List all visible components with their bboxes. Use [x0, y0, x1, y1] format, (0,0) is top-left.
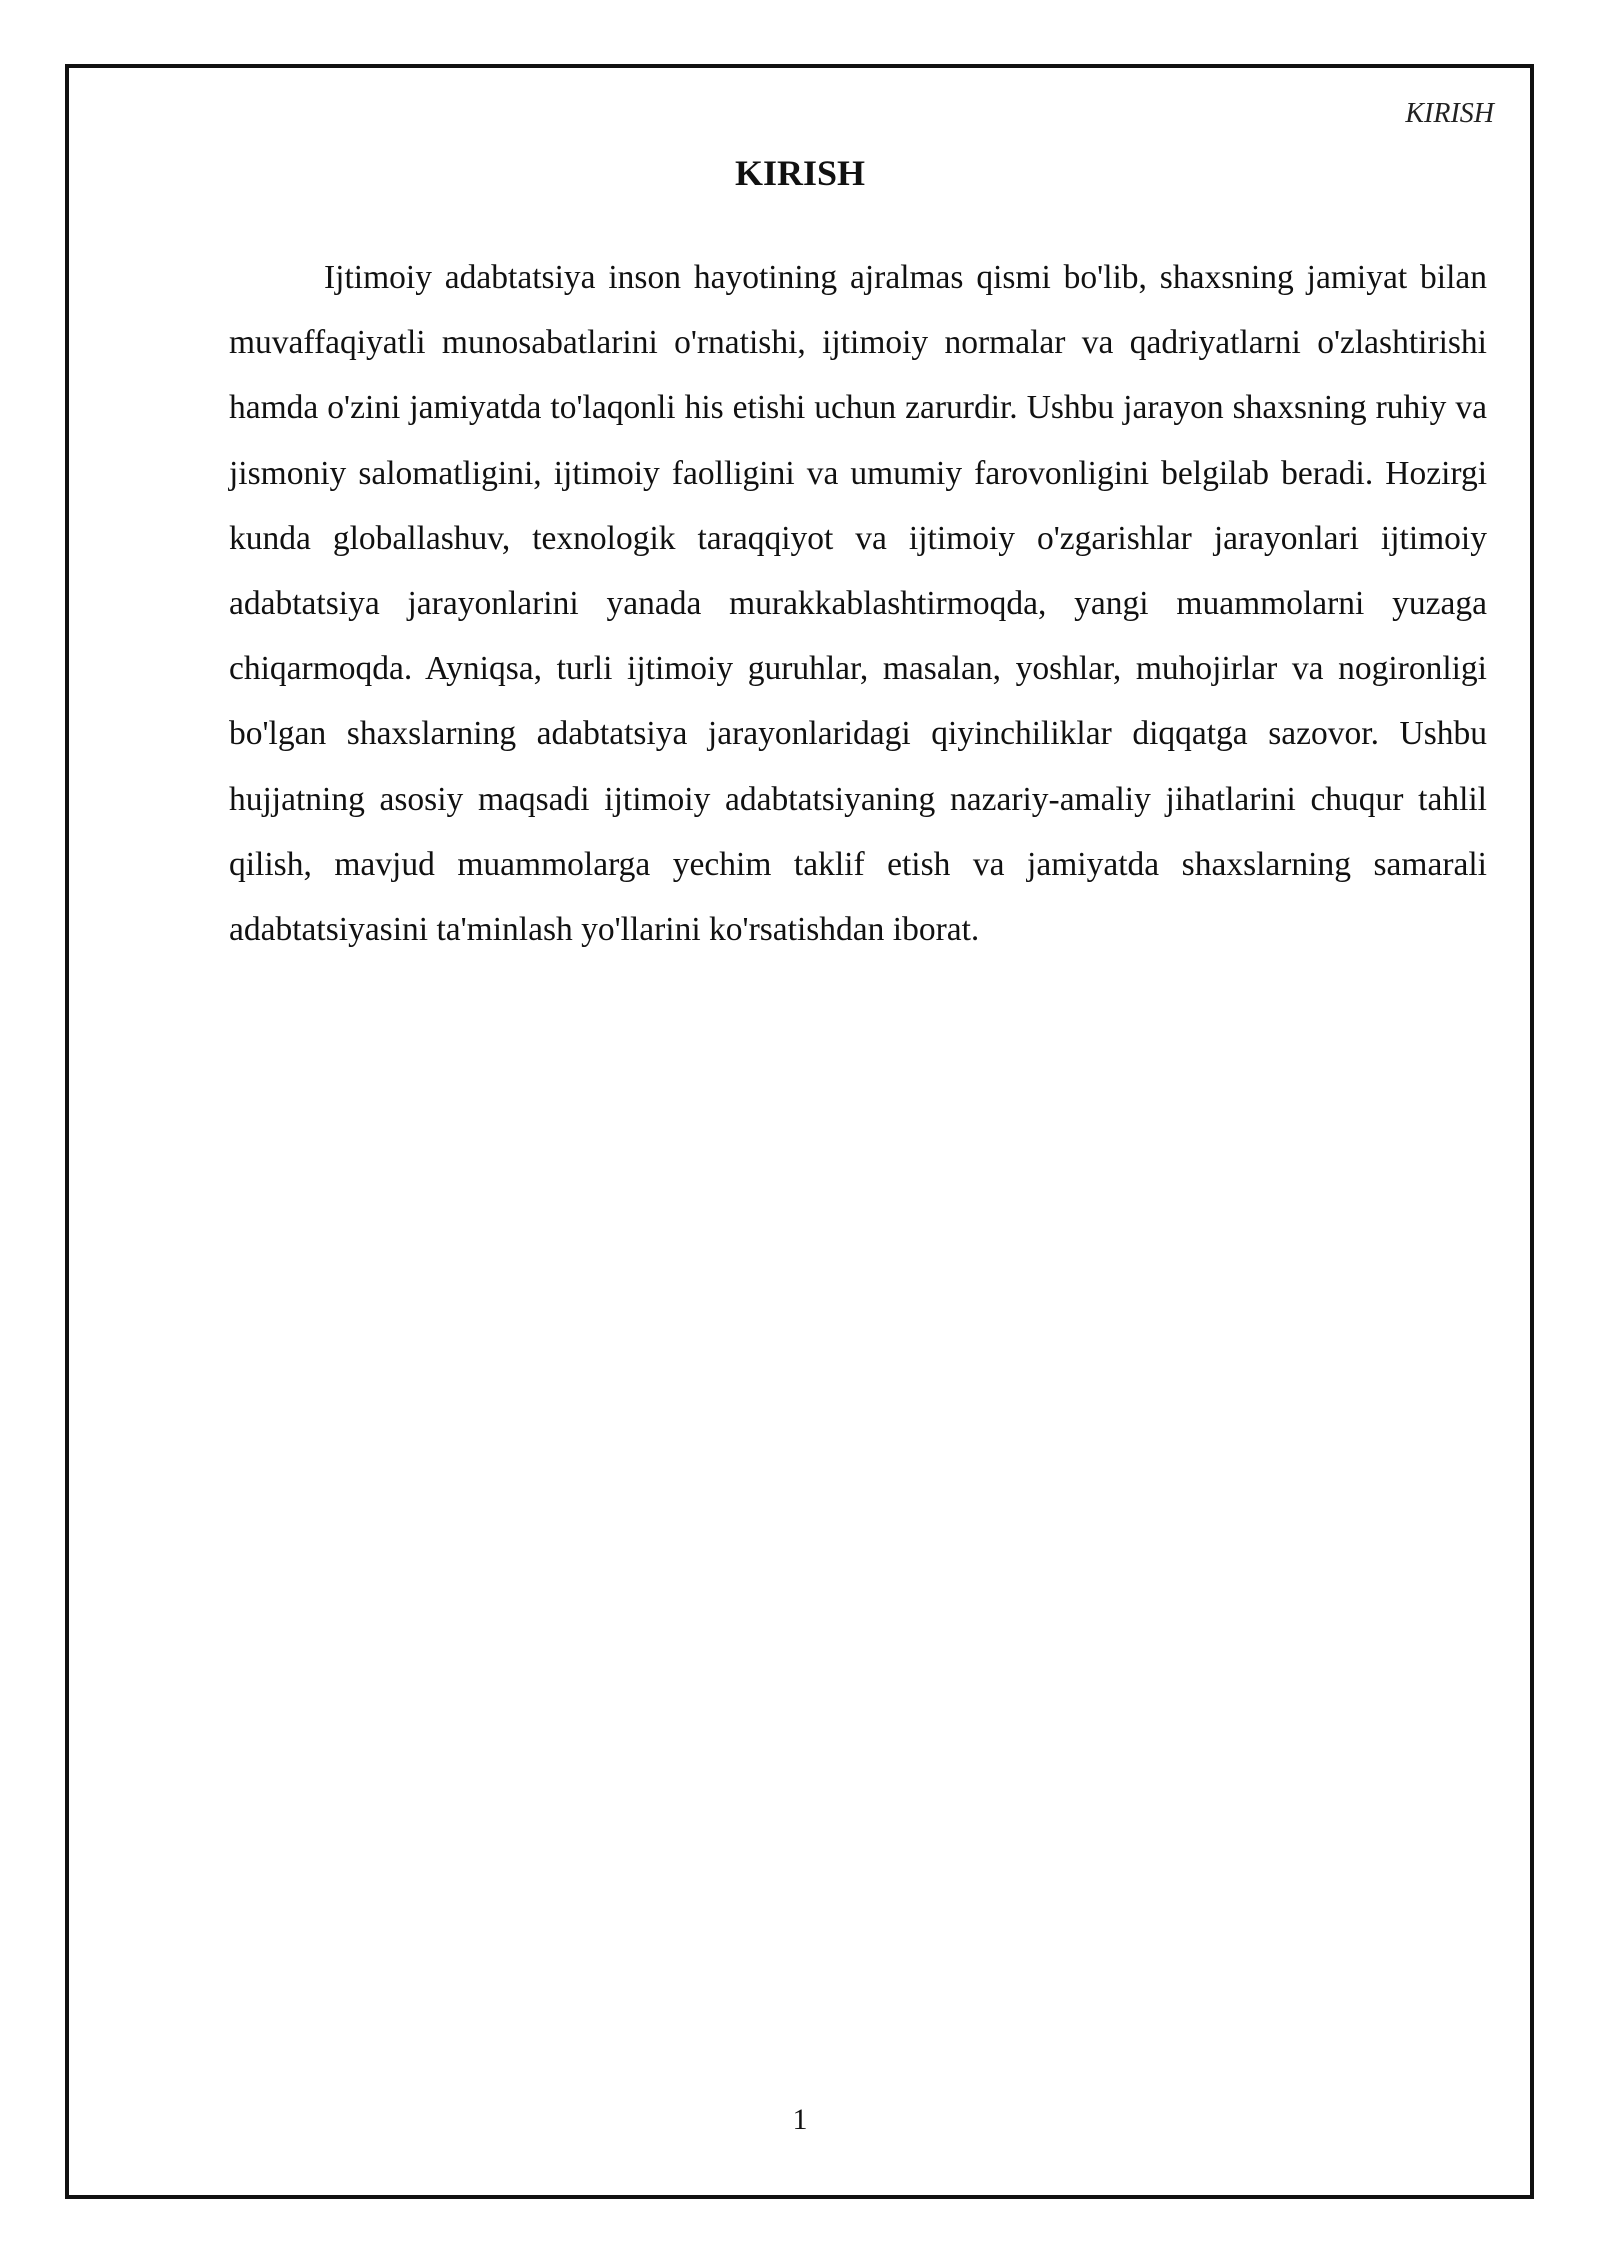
running-header: KIRISH	[1405, 98, 1494, 129]
body-paragraph: Ijtimoiy adabtatsiya inson hayotining ajralmas qismi bo'lib, shaxsning jamiyat bilan muvaffaqiyatli munosabatlarini o'rnatishi, ijtimoiy normalar va qadriyatlarni o'zlashtirishi hamda o'zini jamiyatda to'laqonli his etishi uchun zarurdir. Ushbu jarayon shaxsning ruhiy va jismoniy salomatligini, ijtimoiy faolligini va umumiy farovonligini belgilab beradi. Hozirgi kunda globallashuv, texnologik taraqqiyot va ijtimoiy o'zgarishlar jarayonlari ijtimoiy adabtatsiya jarayonlarini yanada murakkablashtirmoqda, yangi muammolarni yuzaga chiqarmoqda. Ayniqsa, turli ijtimoiy guruhlar, masalan, yoshlar, muhojirlar va nogironligi bo'lgan shaxslarning adabtatsiya jarayonlaridagi qiyinchiliklar diqqatga sazovor. Ushbu hujjatning asosiy maqsadi ijtimoiy adabtatsiyaning nazariy-amaliy jihatlarini chuqur tahlil qilish, mavjud muammolarga yechim taklif etish va jamiyatda shaxslarning samarali adabtatsiyasini ta'minlash yo'llarini ko'rsatishdan iborat.	[229, 259, 1487, 949]
page-title: KIRISH	[734, 153, 866, 193]
page-number: 1	[792, 2103, 808, 2136]
